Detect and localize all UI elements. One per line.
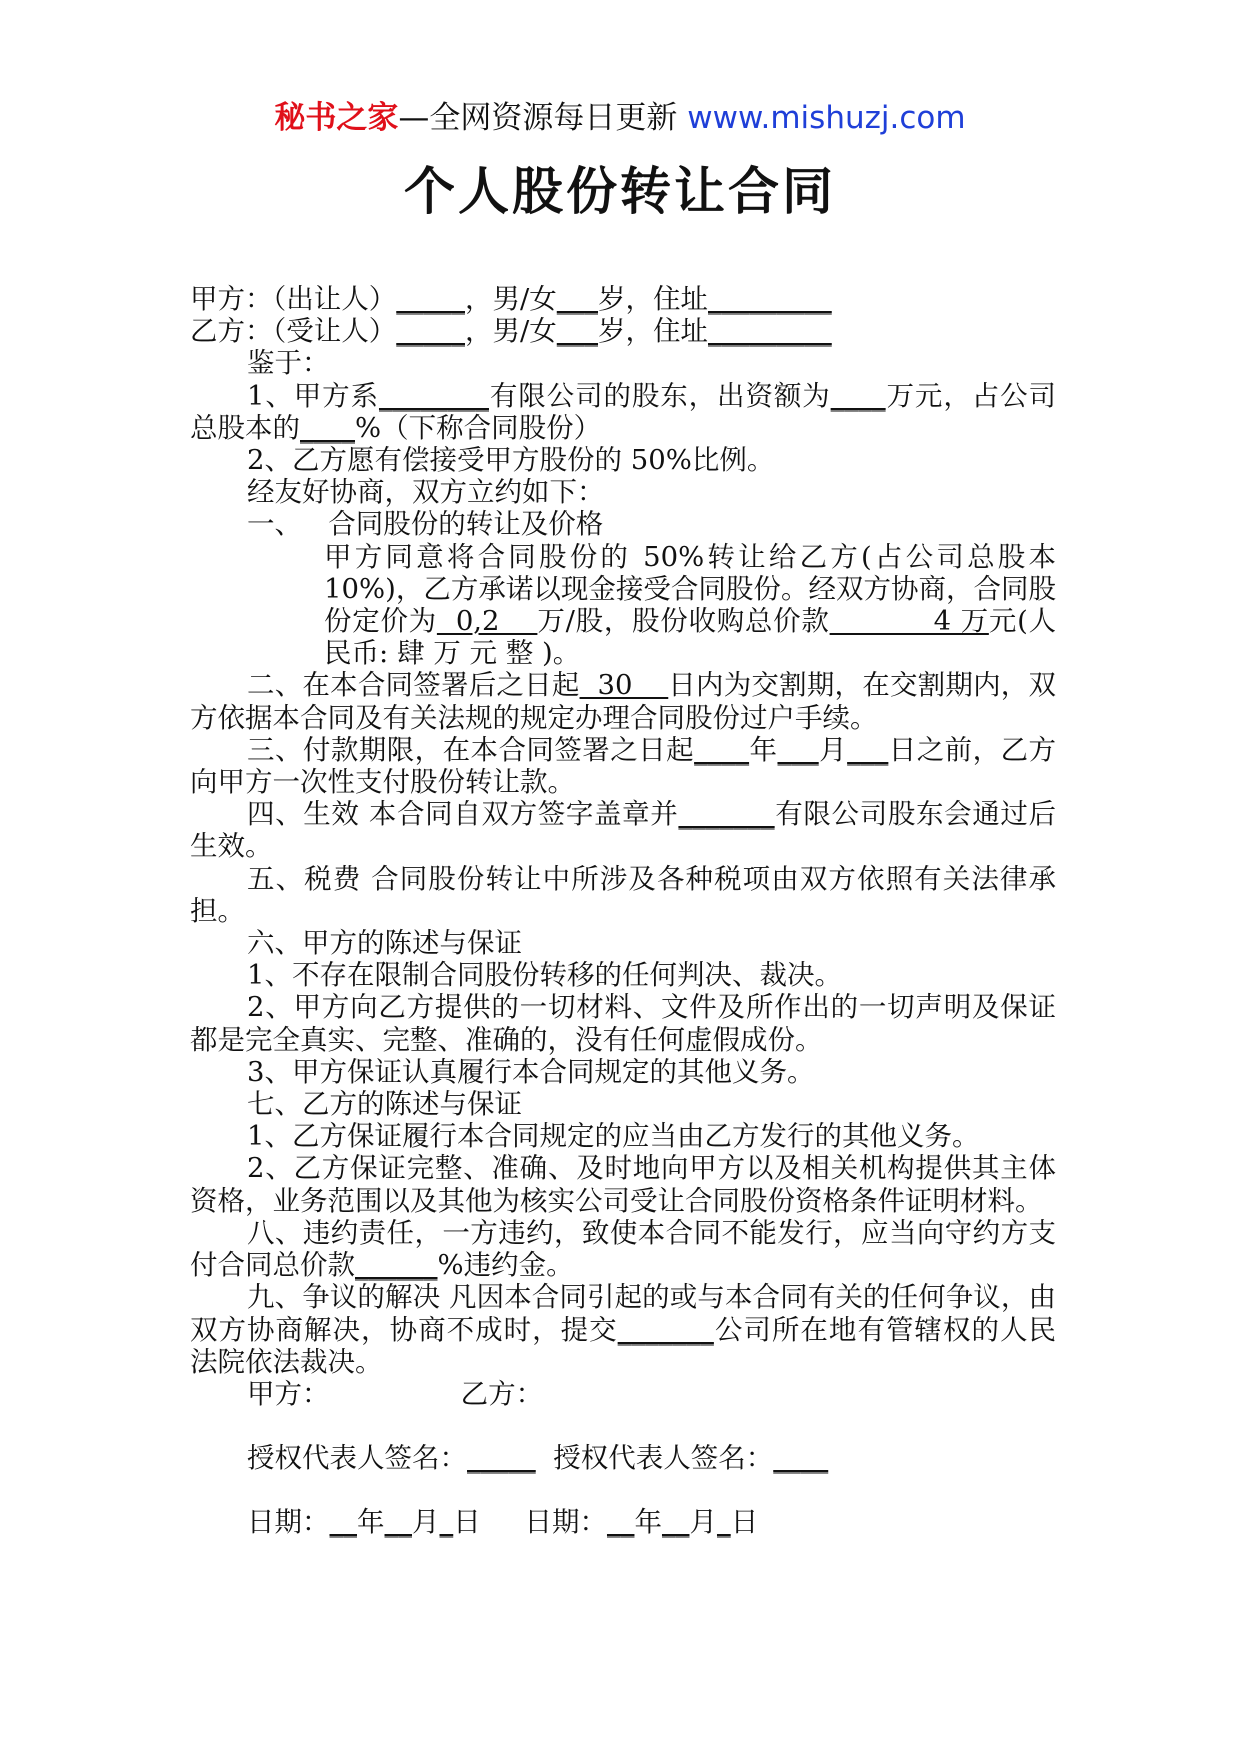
section-7-item-1: 1、乙方保证履行本合同规定的应当由乙方发行的其他义务。 (247, 1120, 980, 1153)
contract-body (190, 283, 1056, 1539)
party-a-rep-signature-blank: _____ (467, 1442, 536, 1475)
party-a-line: 甲方：（出让人）_____，男/女___岁，住址_________ (190, 283, 832, 315)
document-title: 个人股份转让合同 (403, 163, 836, 222)
spacer (190, 1410, 1056, 1442)
delivery-days: 30 (579, 669, 669, 702)
whereas-item-1: 1、甲方系________有限公司的股东，出资额为____万元，占公司总股本的____%（下称合同股份） (190, 379, 1057, 444)
signature-representatives: 授权代表人签名：_____ 授权代表人签名：____ (247, 1442, 829, 1475)
section-8: 八、违约责任，一方违约，致使本合同不能发行，应当向守约方支付合同总价款______%违约金。 (190, 1216, 1056, 1282)
site-url-link[interactable]: www.mishuzj.com (687, 100, 966, 136)
section-2: 二、在本合同签署后之日起 30 日内为交割期，在交割期内，双方依据本合同及有关法规的规定办理合同股份过户手续。 (190, 669, 1057, 734)
section-5: 五、税费 合同股份转让中所涉及各种税项由双方依照有关法律承担。 (190, 862, 1056, 927)
whereas-heading: 鉴于： (247, 347, 330, 380)
section-6-item-3: 3、甲方保证认真履行本合同规定的其他义务。 (247, 1055, 815, 1088)
signature-dates: 日期：__年__月_日 日期：__年__月_日 (247, 1506, 759, 1539)
party-b-line: 乙方：（受让人）_____，男/女___岁，住址_________ (190, 315, 832, 348)
section-6-item-2: 2、甲方向乙方提供的一切材料、文件及所作出的一切声明及保证都是完全真实、完整、准确的，没有任何虚假成份。 (190, 991, 1056, 1056)
party-a-age-blank: ___ (556, 283, 599, 315)
section-7-item-2: 2、乙方保证完整、准确、及时地向甲方以及相关机构提供其主体资格，业务范围以及其他为核实公司受让合同股份资格条件证明材料。 (190, 1152, 1056, 1217)
signature-parties: 甲方： 乙方： (247, 1377, 544, 1410)
site-banner (0, 98, 1240, 138)
section-1-body: 甲方同意将合同股份的 50%转让给乙方(占公司总股本 10%)，乙方承诺以现金接受合同股份。经双方协商，合同股份定价为 0,2 万/股，股份收购总价款 4 万元(人民币: 肆 万 元 整 )。 (324, 540, 1057, 670)
party-b-name-blank: _____ (396, 315, 465, 348)
party-a-address-blank: _________ (708, 283, 832, 315)
agreement-intro: 经友好协商，双方立约如下： (247, 476, 605, 509)
party-b-rep-signature-blank: ____ (773, 1442, 829, 1475)
site-slogan: —全网资源每日更新 (398, 100, 688, 136)
section-6-item-1: 1、不存在限制合同股份转移的任何判决、裁决。 (247, 959, 842, 992)
section-1-heading: 一、 合同股份的转让及价格 (247, 508, 604, 541)
section-9: 九、争议的解决 凡因本合同引起的或与本合同有关的任何争议，由双方协商解决，协商不成时，提交_______公司所在地有管辖权的人民法院依法裁决。 (190, 1281, 1057, 1378)
total-price: 4 万 (829, 605, 989, 638)
section-3: 三、付款期限，在本合同签署之日起____年___月___日之前，乙方向甲方一次性支付股份转让款。 (190, 733, 1057, 799)
price-per-share: 0,2 (436, 605, 538, 638)
party-a-name-blank: _____ (396, 283, 465, 315)
site-brand: 秘书之家 (274, 100, 399, 136)
whereas-item-2: 2、乙方愿有偿接受甲方股份的 50%比例。 (247, 444, 775, 477)
section-7-heading: 七、乙方的陈述与保证 (247, 1088, 522, 1121)
party-b-age-blank: ___ (556, 315, 599, 348)
section-6-heading: 六、甲方的陈述与保证 (247, 927, 522, 960)
section-4: 四、生效 本合同自双方签字盖章并_______有限公司股东会通过后生效。 (190, 798, 1057, 863)
party-b-address-blank: _________ (708, 315, 832, 348)
spacer (190, 1474, 1056, 1506)
